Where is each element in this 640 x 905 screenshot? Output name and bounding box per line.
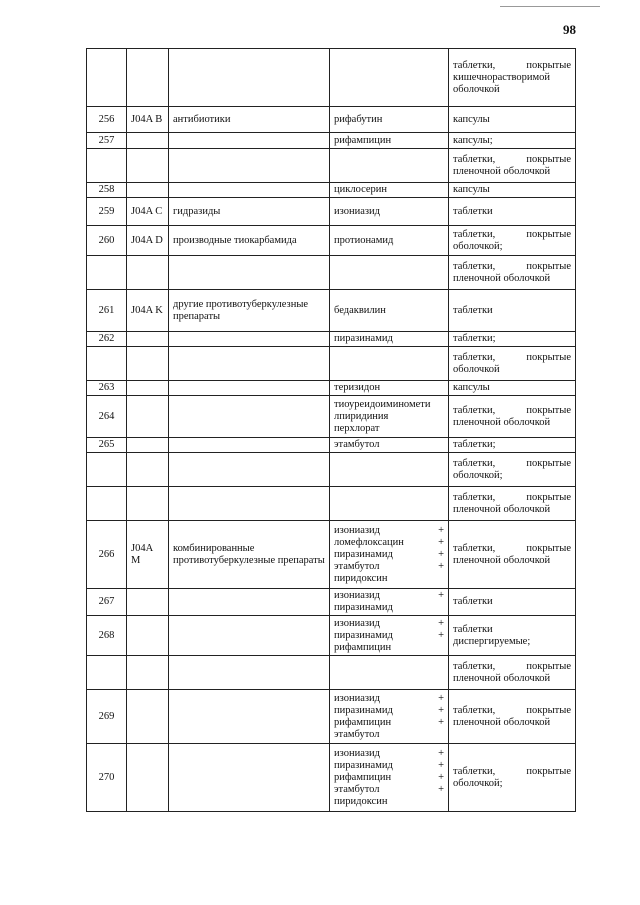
drug-name-line — [334, 549, 444, 561]
drug-name-cell — [330, 381, 449, 396]
dosage-form-word: покрытые — [526, 542, 571, 554]
drug-name-cell — [330, 49, 449, 107]
group-cell — [169, 381, 330, 396]
atc-code-cell: J04A B — [127, 107, 169, 133]
row-number-cell: 268 — [87, 616, 127, 656]
row-number-cell: 265 — [87, 438, 127, 453]
atc-code-cell — [127, 690, 169, 744]
drug-name-cell — [330, 290, 449, 332]
drug-name-line: бедаквилин — [334, 304, 386, 316]
dosage-form-cell — [449, 381, 576, 396]
drug-name-text: пиразинамид — [334, 629, 393, 641]
table-row — [87, 256, 576, 290]
atc-code-cell — [127, 183, 169, 198]
drug-name-cell — [330, 453, 449, 487]
drug-name-text: пиразинамид — [334, 548, 393, 560]
row-number-cell: 264 — [87, 396, 127, 438]
dosage-form-line: таблетки — [453, 623, 493, 635]
atc-code-cell — [127, 49, 169, 107]
dosage-form-word: таблетки, — [453, 59, 496, 71]
dosage-form-cell — [449, 149, 576, 183]
dosage-form-cell — [449, 107, 576, 133]
dosage-form-word: таблетки, — [453, 351, 496, 363]
dosage-form-line: пленочной оболочкой — [453, 672, 551, 684]
drug-name-line — [334, 748, 444, 760]
table-row — [87, 453, 576, 487]
group-cell — [169, 49, 330, 107]
dosage-form-line: таблетки — [453, 205, 493, 217]
row-number-cell: 256 — [87, 107, 127, 133]
row-number-cell — [87, 453, 127, 487]
drug-name-line — [334, 630, 444, 642]
dosage-form-cell — [449, 438, 576, 453]
plus-sign: + — [438, 771, 444, 783]
drug-name-text: ломефлоксацин — [334, 536, 404, 548]
drug-name-cell — [330, 332, 449, 347]
dosage-form-cell — [449, 744, 576, 812]
drug-name-cell — [330, 226, 449, 256]
atc-code-cell: J04A M — [127, 521, 169, 589]
dosage-form-line: кишечнорастворимой — [453, 71, 551, 83]
group-cell — [169, 347, 330, 381]
drug-name-text: изониазид — [334, 590, 380, 601]
drug-name-text: изониазид — [334, 692, 380, 704]
row-number-cell — [87, 149, 127, 183]
dosage-form-line: пленочной оболочкой — [453, 554, 551, 566]
drug-name-line: циклосерин — [334, 184, 388, 195]
drug-name-text: рифампицин — [334, 716, 392, 728]
dosage-form-line — [453, 543, 571, 555]
drug-name-line: лпиридиния — [334, 410, 389, 422]
dosage-form-word: таблетки, — [453, 404, 496, 416]
drug-name-cell — [330, 521, 449, 589]
group-cell — [169, 332, 330, 347]
row-number-cell — [87, 256, 127, 290]
table-row — [87, 589, 576, 616]
dosage-form-word: таблетки, — [453, 542, 496, 554]
plus-sign: + — [438, 716, 444, 728]
dosage-form-word: покрытые — [526, 404, 571, 416]
dosage-form-word: покрытые — [526, 457, 571, 469]
drug-name-line: изониазид — [334, 205, 380, 217]
dosage-form-cell — [449, 133, 576, 149]
atc-code-cell — [127, 347, 169, 381]
drug-name-line: рифабутин — [334, 113, 383, 125]
drug-table-container — [86, 48, 576, 812]
dosage-form-cell — [449, 656, 576, 690]
atc-code-cell — [127, 616, 169, 656]
atc-code-cell — [127, 396, 169, 438]
drug-table — [86, 48, 576, 812]
dosage-form-line: капсулы — [453, 113, 490, 125]
dosage-form-word: покрытые — [526, 153, 571, 165]
dosage-form-cell — [449, 589, 576, 616]
dosage-form-word: покрытые — [526, 59, 571, 71]
drug-table-body — [87, 49, 576, 812]
dosage-form-line: оболочкой — [453, 83, 500, 95]
table-row — [87, 381, 576, 396]
drug-name-line — [334, 618, 444, 630]
dosage-form-word: таблетки, — [453, 660, 496, 672]
dosage-form-word: таблетки, — [453, 491, 496, 503]
group-cell — [169, 616, 330, 656]
atc-code-cell: J04A K — [127, 290, 169, 332]
table-row — [87, 332, 576, 347]
table-row — [87, 438, 576, 453]
dosage-form-line — [453, 766, 571, 778]
group-cell: гидразиды — [169, 198, 330, 226]
drug-name-line: перхлорат — [334, 422, 380, 434]
dosage-form-cell — [449, 290, 576, 332]
dosage-form-line — [453, 352, 571, 364]
drug-name-line — [334, 537, 444, 549]
table-row — [87, 347, 576, 381]
drug-name-line — [334, 705, 444, 717]
atc-code-cell: J04A D — [127, 226, 169, 256]
dosage-form-word: таблетки, — [453, 228, 496, 240]
group-cell — [169, 487, 330, 521]
atc-code-cell — [127, 453, 169, 487]
row-number-cell: 261 — [87, 290, 127, 332]
drug-name-cell — [330, 198, 449, 226]
drug-name-text: пиразинамид — [334, 759, 393, 771]
table-row — [87, 107, 576, 133]
drug-name-line — [334, 784, 444, 796]
plus-sign: + — [438, 536, 444, 548]
plus-sign: + — [438, 704, 444, 716]
drug-name-text: пиразинамид — [334, 704, 393, 716]
table-row — [87, 149, 576, 183]
group-cell — [169, 183, 330, 198]
dosage-form-line: диспергируемые; — [453, 635, 531, 647]
dosage-form-line — [453, 60, 571, 72]
dosage-form-cell — [449, 396, 576, 438]
atc-code-cell: J04A C — [127, 198, 169, 226]
dosage-form-line: оболочкой — [453, 363, 500, 375]
dosage-form-line — [453, 154, 571, 166]
plus-sign: + — [438, 548, 444, 560]
dosage-form-line — [453, 661, 571, 673]
dosage-form-word: покрытые — [526, 260, 571, 272]
group-cell — [169, 438, 330, 453]
top-rule — [500, 6, 600, 7]
drug-name-text: этамбутол — [334, 560, 380, 572]
table-row — [87, 656, 576, 690]
drug-name-cell — [330, 107, 449, 133]
dosage-form-line — [453, 705, 571, 717]
drug-name-text: рифампицин — [334, 771, 392, 783]
dosage-form-word: покрытые — [526, 228, 571, 240]
drug-name-line: рифампицин — [334, 641, 392, 653]
dosage-form-cell — [449, 226, 576, 256]
plus-sign: + — [438, 692, 444, 704]
row-number-cell: 267 — [87, 589, 127, 616]
row-number-cell: 269 — [87, 690, 127, 744]
drug-name-text: этамбутол — [334, 783, 380, 795]
dosage-form-cell — [449, 616, 576, 656]
plus-sign: + — [438, 783, 444, 795]
dosage-form-cell — [449, 453, 576, 487]
group-cell — [169, 149, 330, 183]
dosage-form-line: капсулы; — [453, 134, 493, 146]
plus-sign: + — [438, 759, 444, 771]
drug-name-cell — [330, 616, 449, 656]
drug-name-cell — [330, 744, 449, 812]
dosage-form-line: оболочкой; — [453, 777, 503, 789]
dosage-form-line: пленочной оболочкой — [453, 272, 551, 284]
dosage-form-word: таблетки, — [453, 260, 496, 272]
group-cell — [169, 396, 330, 438]
drug-name-cell — [330, 589, 449, 616]
dosage-form-line: оболочкой; — [453, 469, 503, 481]
dosage-form-cell — [449, 49, 576, 107]
dosage-form-line: пленочной оболочкой — [453, 416, 551, 428]
row-number-cell: 258 — [87, 183, 127, 198]
drug-name-cell — [330, 656, 449, 690]
row-number-cell: 266 — [87, 521, 127, 589]
drug-name-cell — [330, 347, 449, 381]
dosage-form-cell — [449, 256, 576, 290]
dosage-form-cell — [449, 347, 576, 381]
dosage-form-cell — [449, 332, 576, 347]
drug-name-cell — [330, 149, 449, 183]
dosage-form-word: покрытые — [526, 765, 571, 777]
drug-name-text: изониазид — [334, 617, 380, 629]
row-number-cell: 260 — [87, 226, 127, 256]
dosage-form-cell — [449, 690, 576, 744]
atc-code-cell — [127, 438, 169, 453]
dosage-form-word: покрытые — [526, 704, 571, 716]
atc-code-cell — [127, 332, 169, 347]
table-row — [87, 183, 576, 198]
dosage-form-line: капсулы — [453, 382, 490, 393]
row-number-cell: 270 — [87, 744, 127, 812]
dosage-form-line: таблетки; — [453, 333, 496, 344]
drug-name-line: пиразинамид — [334, 602, 393, 613]
group-cell: антибиотики — [169, 107, 330, 133]
drug-name-line: пиридоксин — [334, 572, 388, 584]
dosage-form-cell — [449, 521, 576, 589]
atc-code-cell — [127, 381, 169, 396]
drug-name-line: этамбутол — [334, 439, 380, 450]
dosage-form-line: оболочкой; — [453, 240, 503, 252]
plus-sign: + — [438, 560, 444, 572]
table-row — [87, 744, 576, 812]
dosage-form-line: пленочной оболочкой — [453, 503, 551, 515]
table-row — [87, 290, 576, 332]
row-number-cell: 257 — [87, 133, 127, 149]
drug-name-line: теризидон — [334, 382, 381, 393]
drug-name-line — [334, 772, 444, 784]
row-number-cell — [87, 347, 127, 381]
drug-name-line: тиоуреидоиминомети — [334, 398, 431, 410]
atc-code-cell — [127, 133, 169, 149]
group-cell — [169, 690, 330, 744]
table-row — [87, 616, 576, 656]
drug-name-line: пиразинамид — [334, 333, 393, 344]
row-number-cell — [87, 49, 127, 107]
drug-name-line — [334, 760, 444, 772]
drug-name-cell — [330, 133, 449, 149]
dosage-form-word: таблетки, — [453, 765, 496, 777]
group-cell — [169, 133, 330, 149]
atc-code-cell — [127, 149, 169, 183]
group-cell — [169, 453, 330, 487]
dosage-form-line: пленочной оболочкой — [453, 716, 551, 728]
dosage-form-line — [453, 492, 571, 504]
row-number-cell: 259 — [87, 198, 127, 226]
drug-name-line: этамбутол — [334, 728, 380, 740]
table-row — [87, 487, 576, 521]
table-row — [87, 690, 576, 744]
table-row — [87, 198, 576, 226]
drug-name-line — [334, 590, 444, 602]
plus-sign: + — [438, 747, 444, 759]
row-number-cell: 263 — [87, 381, 127, 396]
dosage-form-word: покрытые — [526, 491, 571, 503]
drug-name-cell — [330, 183, 449, 198]
table-row — [87, 226, 576, 256]
drug-name-cell — [330, 438, 449, 453]
plus-sign: + — [438, 617, 444, 629]
dosage-form-line: пленочной оболочкой — [453, 165, 551, 177]
plus-sign: + — [438, 590, 444, 601]
table-row — [87, 49, 576, 107]
table-row — [87, 133, 576, 149]
dosage-form-line: таблетки; — [453, 439, 496, 450]
dosage-form-line: капсулы — [453, 184, 490, 195]
drug-name-cell — [330, 690, 449, 744]
dosage-form-word: таблетки, — [453, 457, 496, 469]
drug-name-line — [334, 717, 444, 729]
row-number-cell: 262 — [87, 332, 127, 347]
table-row — [87, 521, 576, 589]
drug-name-line — [334, 561, 444, 573]
dosage-form-word: покрытые — [526, 660, 571, 672]
drug-name-cell — [330, 256, 449, 290]
drug-name-line — [334, 693, 444, 705]
dosage-form-line — [453, 458, 571, 470]
dosage-form-line — [453, 405, 571, 417]
row-number-cell — [87, 487, 127, 521]
dosage-form-word: покрытые — [526, 351, 571, 363]
group-cell: другие противотуберкулезные препараты — [169, 290, 330, 332]
dosage-form-word: таблетки, — [453, 704, 496, 716]
plus-sign: + — [438, 524, 444, 536]
table-row — [87, 396, 576, 438]
group-cell — [169, 656, 330, 690]
drug-name-text: изониазид — [334, 747, 380, 759]
plus-sign: + — [438, 629, 444, 641]
dosage-form-line: таблетки — [453, 304, 493, 316]
dosage-form-line — [453, 261, 571, 273]
group-cell — [169, 744, 330, 812]
drug-name-line: протионамид — [334, 234, 394, 246]
drug-name-cell — [330, 487, 449, 521]
atc-code-cell — [127, 589, 169, 616]
group-cell: производные тиокарбамида — [169, 226, 330, 256]
group-cell: комбинированные противотуберкулезные препараты — [169, 521, 330, 589]
drug-name-line — [334, 525, 444, 537]
page-number: 98 — [563, 22, 576, 37]
row-number-cell — [87, 656, 127, 690]
dosage-form-cell — [449, 198, 576, 226]
group-cell — [169, 256, 330, 290]
drug-name-cell — [330, 396, 449, 438]
dosage-form-cell — [449, 487, 576, 521]
dosage-form-line — [453, 229, 571, 241]
dosage-form-cell — [449, 183, 576, 198]
atc-code-cell — [127, 487, 169, 521]
atc-code-cell — [127, 744, 169, 812]
dosage-form-line: таблетки — [453, 596, 493, 607]
dosage-form-word: таблетки, — [453, 153, 496, 165]
group-cell — [169, 589, 330, 616]
drug-name-line: пиридоксин — [334, 795, 388, 807]
drug-name-text: изониазид — [334, 524, 380, 536]
atc-code-cell — [127, 656, 169, 690]
drug-name-line: рифампицин — [334, 134, 392, 146]
atc-code-cell — [127, 256, 169, 290]
